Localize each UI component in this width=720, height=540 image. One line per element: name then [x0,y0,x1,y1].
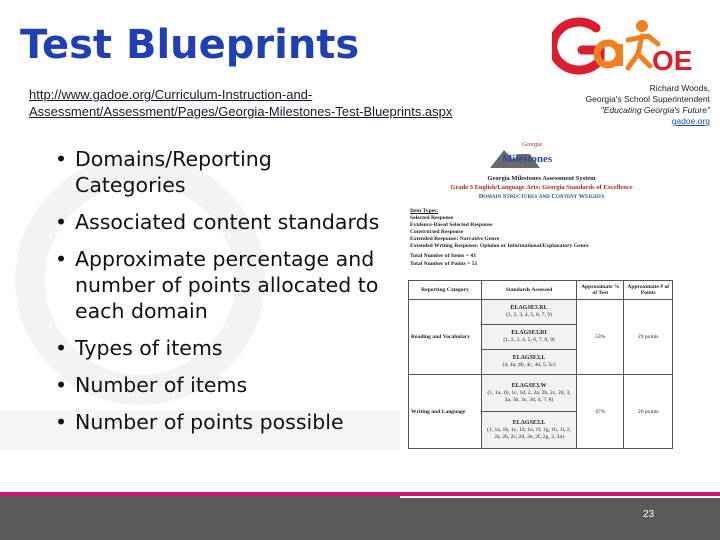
table-row: ELAGSE3.L (1, 1a, 1b, 1c, 1d, 1e, 1f, 1g, 1h, 1i, 2, 2a, 2b, 2c, 2d, 2e, 2f, 2g, 3, 3a) [409,412,673,449]
blueprint-link-line-2: Assessment/Assessment/Pages/Georgia-Milestones-Test-Blueprints.aspx [29,104,453,119]
contact-website-link[interactable]: gadoe.org [671,116,710,126]
bullet-dot-icon: • [55,247,68,271]
footer-divider [400,496,720,498]
bullet-item: • Associated content standards [55,210,380,234]
item-types: Item Types: Selected Response Evidence-Based Selected Response Constructed Response Extended Response: Narrative Genre Extended Writing Response: Opinion or Informational/Explanatory Genre [410,208,589,249]
contact-role: Georgia's School Superintendent [585,94,710,104]
slide-title: Test Blueprints [20,22,360,68]
superintendent-contact [586,83,710,127]
bullet-item: • Types of items [55,336,223,360]
blueprint-link-line-1: http://www.gadoe.org/Curriculum-Instruction-and- [29,87,313,102]
table-row: Writing and Language ELAGSE3.W (1, 1a, 1b, 1c, 1d, 2, 2a, 2b, 2c, 2d, 3, 3a, 3b, 3c, 3d, 4, 7, 8) 47% 26 points [409,375,673,412]
bullet-list [55,146,385,446]
contact-name: Richard Woods, [649,83,710,93]
bullet-item: • Domains/Reporting Categories [55,147,272,197]
svg-text:OE: OE [652,45,693,76]
document-header: Georgia Milestones Assessment System Grade 3 English/Language Arts: Georgia Standards of Excellence Domain Structures and Content Weights [450,175,633,200]
table-row: Reading and Vocabulary ELAGSE3.RL (1, 2, 3, 4, 5, 6, 7, 9) 53% 29 points [409,300,673,325]
item-totals: Total Number of Items = 43 Total Number of Points = 55 [410,253,478,267]
table-header-row: Reporting Category Standards Assessed Approximate % of Test Approximate # of Points [409,281,673,300]
content-weights-table [408,280,673,449]
bullet-item: • Number of points possible [55,410,344,434]
gm-logo-main: Milestones [502,153,553,165]
bullet-dot-icon: • [55,336,68,360]
footer-bar [0,492,720,540]
georgia-milestones-logo [484,140,584,172]
gm-logo-top: Georgia [522,142,542,148]
blueprint-link[interactable] [29,86,452,120]
bullet-item: • Number of items [55,373,248,397]
blueprint-document-image [404,136,679,496]
page-number: 23 [643,509,655,520]
table-row: ELAGSE3.L (4, 4a, 4b, 4c, 4d, 5, 5c) [409,350,673,375]
bullet-dot-icon: • [55,147,68,171]
bullet-item: • Approximate percentage and number of points allocated to each domain [55,247,379,323]
gadoe-logo [552,14,712,80]
bullet-dot-icon: • [55,373,68,397]
bullet-dot-icon: • [55,410,68,434]
bullet-dot-icon: • [55,210,68,234]
contact-quote: "Educating Georgia's Future" [600,105,710,115]
table-row: ELAGSE3.RI (1, 2, 3, 4, 5, 6, 7, 8, 9) [409,325,673,350]
